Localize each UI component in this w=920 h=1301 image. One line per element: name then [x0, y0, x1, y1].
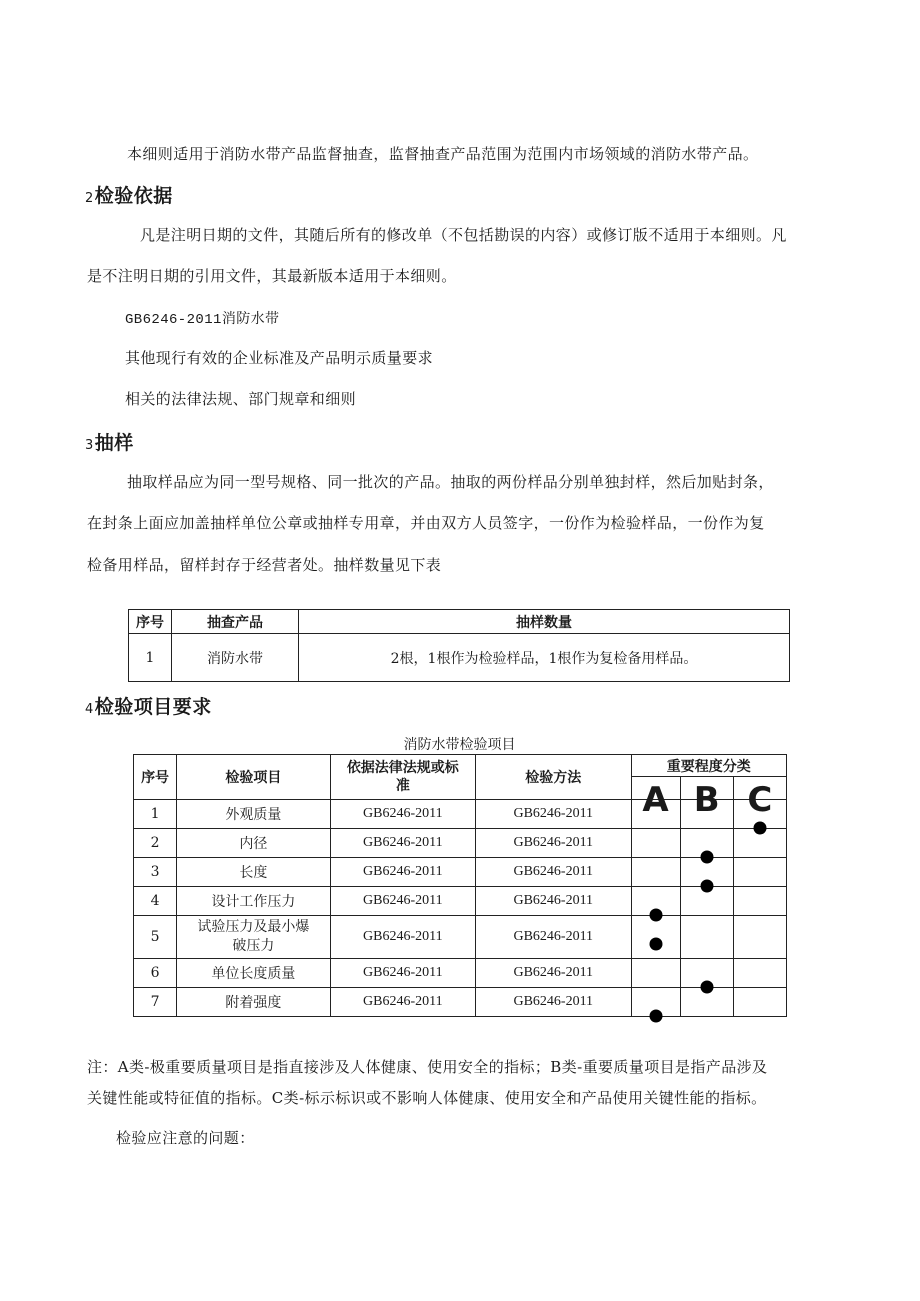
inspection-row-no: 5	[134, 916, 177, 959]
inspection-header-basis	[330, 755, 475, 800]
inspection-row-item: 单位长度质量	[177, 959, 330, 988]
importance-cell-a	[631, 959, 680, 988]
inspection-row-method: GB6246-2011	[476, 988, 631, 1017]
inspection-header-item: 检验项目	[177, 755, 330, 800]
inspection-row-basis: GB6246-2011	[330, 959, 475, 988]
inspection-row-item-line-2: 破压力	[232, 938, 275, 954]
section-4-title: 检验项目要求	[94, 696, 212, 718]
inspection-row-basis: GB6246-2011	[330, 916, 475, 959]
inspection-row-basis: GB6246-2011	[330, 988, 475, 1017]
note-line-1: 注：A类-极重要质量项目是指直接涉及人体健康、使用安全的指标；B类-重要质量项目是指产品涉及	[87, 1058, 768, 1076]
importance-cell-b	[680, 916, 733, 959]
inspection-row-basis: GB6246-2011	[330, 800, 475, 829]
inspection-row-item	[177, 916, 330, 959]
sample-header-quantity: 抽样数量	[299, 610, 790, 634]
inspection-row	[134, 887, 787, 916]
importance-col-b	[680, 777, 733, 820]
inspection-row-method: GB6246-2011	[476, 829, 631, 858]
inspection-row	[134, 858, 787, 887]
importance-cell-c	[733, 916, 786, 959]
inspection-row-method: GB6246-2011	[476, 858, 631, 887]
section-2-number: 2	[85, 191, 94, 206]
inspection-header-no: 序号	[134, 755, 177, 800]
inspection-row-method: GB6246-2011	[476, 916, 631, 959]
section-3-number: 3	[85, 438, 94, 453]
inspection-row	[134, 916, 787, 959]
section-3-heading	[85, 428, 134, 455]
sample-row-quantity: 2根，1根作为检验样品，1根作为复检备用样品。	[299, 634, 790, 682]
sample-header-product: 抽查产品	[172, 610, 299, 634]
importance-cell-c	[733, 959, 786, 988]
importance-cell-c	[733, 800, 786, 829]
section-3-line-3: 检备用样品，留样封存于经营者处。抽样数量见下表	[87, 556, 442, 574]
closing-text: 检验应注意的问题：	[116, 1129, 255, 1147]
inspection-row-no: 7	[134, 988, 177, 1017]
inspection-row-item-line-1: 试验压力及最小爆	[197, 919, 310, 935]
importance-b-label: B	[693, 780, 720, 820]
section-2-heading	[85, 181, 173, 208]
inspection-row-no: 3	[134, 858, 177, 887]
inspection-row-item: 长度	[177, 858, 330, 887]
importance-cell-b	[680, 988, 733, 1017]
section-3-title: 抽样	[94, 432, 134, 454]
importance-cell-b	[680, 959, 733, 988]
importance-cell-b	[680, 829, 733, 858]
importance-dot-icon	[648, 936, 664, 952]
inspection-table-body	[134, 800, 787, 1017]
inspection-row-method: GB6246-2011	[476, 800, 631, 829]
sample-quantity-table	[128, 609, 790, 682]
inspection-row-no: 6	[134, 959, 177, 988]
importance-cell-c	[733, 829, 786, 858]
importance-cell-a	[631, 800, 680, 829]
inspection-row	[134, 959, 787, 988]
importance-col-a	[631, 777, 680, 820]
importance-cell-a	[631, 829, 680, 858]
inspection-row-basis: GB6246-2011	[330, 829, 475, 858]
importance-col-c	[733, 777, 786, 820]
section-4-number: 4	[85, 702, 94, 717]
importance-dot	[649, 1010, 662, 1023]
importance-cell-b	[680, 887, 733, 916]
importance-cell-a	[631, 858, 680, 887]
inspection-row	[134, 829, 787, 858]
reference-standard: GB6246-2011消防水带	[125, 312, 280, 328]
importance-c-label: C	[747, 780, 773, 820]
inspection-row	[134, 988, 787, 1017]
inspection-row-method: GB6246-2011	[476, 959, 631, 988]
importance-dot	[649, 938, 662, 951]
section-3-line-2: 在封条上面应加盖抽样单位公章或抽样专用章，并由双方人员签字，一份作为检验样品，一份作为复	[87, 514, 765, 532]
section-2-para-line-2: 是不注明日期的引用文件，其最新版本适用于本细则。	[87, 267, 457, 285]
inspection-header-basis-line-1: 依据法律法规或标	[346, 760, 459, 776]
inspection-row-basis: GB6246-2011	[330, 887, 475, 916]
inspection-header-importance: 重要程度分类	[631, 755, 787, 777]
inspection-row-item: 设计工作压力	[177, 887, 330, 916]
inspection-header-method: 检验方法	[476, 755, 631, 800]
inspection-row-item: 内径	[177, 829, 330, 858]
inspection-table-caption: 消防水带检验项目	[403, 737, 516, 753]
importance-cell-b	[680, 800, 733, 829]
section-4-heading	[85, 692, 212, 719]
importance-a-label: A	[642, 780, 669, 820]
inspection-header-basis-line-2: 准	[395, 778, 410, 794]
sample-row-product: 消防水带	[172, 634, 299, 682]
inspection-row-item: 外观质量	[177, 800, 330, 829]
inspection-row-item: 附着强度	[177, 988, 330, 1017]
inspection-row-no: 2	[134, 829, 177, 858]
importance-cell-a	[631, 916, 680, 959]
importance-cell-a	[631, 887, 680, 916]
importance-dot-icon	[648, 1008, 664, 1024]
importance-cell-c	[733, 858, 786, 887]
intro-paragraph: 本细则适用于消防水带产品监督抽查，监督抽查产品范围为范围内市场领域的消防水带产品。	[127, 145, 759, 163]
section-2-para-line-1: 凡是注明日期的文件，其随后所有的修改单（不包括勘误的内容）或修订版不适用于本细则。凡	[140, 226, 787, 244]
inspection-row-no: 1	[134, 800, 177, 829]
inspection-row-no: 4	[134, 887, 177, 916]
importance-cell-a	[631, 988, 680, 1017]
sample-header-no: 序号	[129, 610, 172, 634]
importance-cell-c	[733, 887, 786, 916]
reference-laws: 相关的法律法规、部门规章和细则	[125, 390, 357, 408]
section-2-title: 检验依据	[94, 185, 173, 207]
inspection-items-table	[133, 754, 787, 1017]
sample-row-no: 1	[129, 634, 172, 682]
importance-cell-b	[680, 858, 733, 887]
inspection-row-basis: GB6246-2011	[330, 858, 475, 887]
importance-cell-c	[733, 988, 786, 1017]
inspection-row	[134, 800, 787, 829]
reference-enterprise-standards: 其他现行有效的企业标准及产品明示质量要求	[125, 349, 434, 367]
section-3-line-1: 抽取样品应为同一型号规格、同一批次的产品。抽取的两份样品分别单独封样，然后加贴封条，	[127, 473, 774, 491]
note-line-2: 关键性能或特征值的指标。C类-标示标识或不影响人体健康、使用安全和产品使用关键性能的指标。	[87, 1089, 767, 1107]
inspection-row-method: GB6246-2011	[476, 887, 631, 916]
